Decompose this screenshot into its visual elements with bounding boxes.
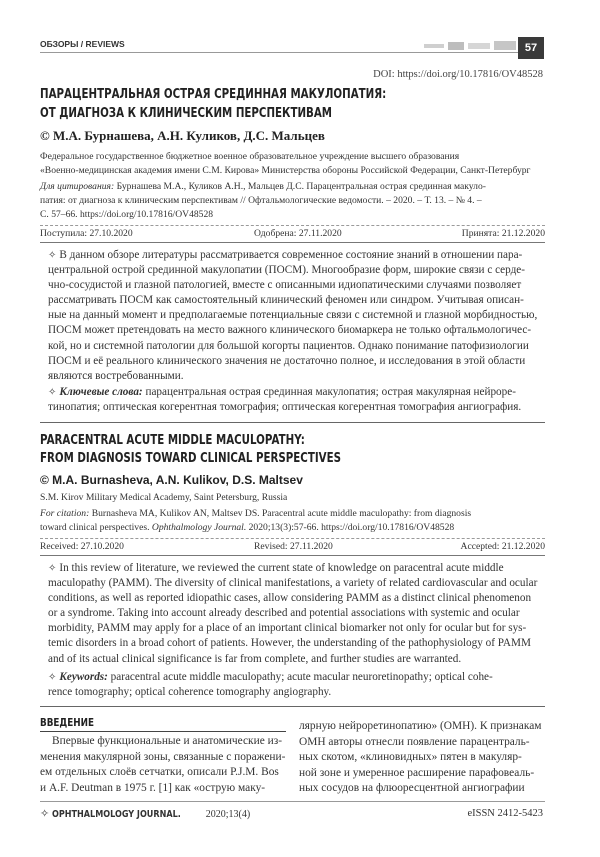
- en-dates-divider-top: [40, 538, 545, 539]
- en-abstract-line: or a syndrome. Taking into account already described and potential associations with systemic and ocular: [48, 607, 520, 620]
- en-abstract-line: conditions, as well as reported idiopathic cases, allow considering PAMM as a distinct clinical phenomenon: [48, 592, 532, 605]
- ru-accepted: Принята: 21.12.2020: [461, 228, 545, 239]
- ru-abstract: [48, 248, 538, 384]
- diamond-bullet-icon: ✧: [48, 563, 57, 574]
- body-line: ем отдельных слоёв сетчатки, описали P.J.M. Bos: [40, 766, 279, 778]
- body-line: Впервые функциональные и анатомические из-: [52, 735, 282, 747]
- en-dates: [40, 540, 545, 554]
- ru-authors: © М.А. Бурнашева, А.Н. Куликов, Д.С. Мальцев: [40, 128, 325, 143]
- footer-journal: [40, 807, 250, 820]
- ru-affiliation: [40, 150, 545, 178]
- en-cite-line2a: toward clinical perspectives.: [40, 521, 152, 533]
- ru-approved: Одобрена: 27.11.2020: [254, 228, 342, 239]
- en-dates-divider-bottom: [40, 555, 545, 556]
- ru-abstract-line: ПОСМ и её реального клинического значения не достаточно полное, и исследования в этой области: [48, 354, 526, 367]
- body-line: менения макулярной зоны, связанные с поражени-: [40, 750, 286, 763]
- en-citation: [40, 507, 545, 535]
- ru-keywords-label: Ключевые слова:: [59, 386, 143, 398]
- footer-eissn: eISSN 2412-5423: [467, 808, 543, 819]
- en-abstract: [48, 561, 538, 667]
- ru-cite-line2: патия: от диагноза к клиническим перспективам // Офтальмологические ведомости. – 2020. – Т. 13. – № 4. –: [40, 194, 482, 206]
- doi-line: DOI: https://doi.org/10.17816/OV48528: [373, 69, 543, 80]
- en-cite-line1: Burnasheva MA, Kulikov AN, Maltsev DS. Paracentral acute middle maculopathy: from diagnosis: [89, 508, 472, 519]
- body-line: ОМН авторы отнесли появление парацентраль-: [299, 735, 530, 748]
- en-authors: © M.A. Burnasheva, A.N. Kulikov, D.S. Maltsev: [40, 473, 303, 487]
- footer-issue: 2020;13(4): [203, 809, 251, 820]
- section-divider: [40, 422, 545, 423]
- ru-dates: [40, 227, 545, 241]
- ru-abstract-line: являются востребованными.: [48, 369, 184, 382]
- ru-title-line2: ОТ ДИАГНОЗА К КЛИНИЧЕСКИМ ПЕРСПЕКТИВАМ: [40, 105, 333, 121]
- intro-heading-underline: [40, 731, 286, 732]
- ru-keywords-line1: парацентральная острая срединная макулопатия; острая макулярная нейроре-: [142, 386, 516, 398]
- body-left-column: [40, 734, 286, 796]
- body-right-column: [299, 719, 545, 797]
- en-accepted: Accepted: 21.12.2020: [460, 541, 545, 552]
- en-cite-journal: Ophthalmology Journal.: [151, 521, 247, 533]
- ru-abstract-line: кой, но и системной патологии для большой когорты пациентов. Однако понимание патофизиологии: [48, 339, 529, 352]
- diamond-bullet-icon: ✧: [48, 387, 57, 398]
- body-line: и A.F. Deutman в 1975 г. [1] как «острую маку-: [40, 781, 266, 794]
- en-abstract-line: ✧ In this review of literature, we reviewed the current state of knowledge on paracentral acute middle: [48, 562, 504, 574]
- ru-affiliation-line1: Федеральное государственное бюджетное военное образовательное учреждение высшего образования: [40, 151, 460, 162]
- footer-journal-name: OPHTHALMOLOGY JOURNAL.: [51, 809, 181, 820]
- header-decoration: [420, 40, 518, 52]
- en-abstract-line: maculopathy (PAMM). The diversity of clinical manifestations, a variety of related cardiovascular and ocular: [48, 577, 538, 590]
- ru-abstract-line: ПОСМ может претендовать на место важного клинического биомаркера не только офтальмологичес-: [48, 324, 532, 337]
- ru-abstract-line: рассматривать ПОСМ как самостоятельный клинический феномен или синдром. Учитывая описан-: [48, 294, 524, 307]
- intro-heading: ВВЕДЕНИЕ: [40, 716, 95, 729]
- en-cite-line2b: 2020;13(3):57-66. https://doi.org/10.17816/OV48528: [246, 521, 455, 533]
- ru-cite-line3: С. 57–66. https://doi.org/10.17816/OV48528: [40, 208, 214, 220]
- ru-cite-label: Для цитирования:: [40, 181, 115, 192]
- ru-title-line1: ПАРАЦЕНТРАЛЬНАЯ ОСТРАЯ СРЕДИННАЯ МАКУЛОПАТИЯ:: [40, 86, 387, 102]
- body-line: ных скотом, «клиновидных» пятен в макуляр-: [299, 751, 522, 763]
- ru-dates-divider-bottom: [40, 242, 545, 243]
- ru-cite-line1: Бурнашева М.А., Куликов А.Н., Мальцев Д.С. Парацентральная острая срединная макуло-: [114, 181, 486, 192]
- journal-diamond-icon: ✧: [40, 808, 50, 820]
- ru-received: Поступила: 27.10.2020: [40, 228, 133, 239]
- ru-keywords: [48, 385, 538, 415]
- ru-citation: [40, 180, 545, 221]
- ru-abstract-line: центральной острой срединной макулопатии (ПОСМ). Многообразие форм, широкие связи с серде-: [48, 264, 525, 277]
- en-title-line2: FROM DIAGNOSIS TOWARD CLINICAL PERSPECTIVES: [40, 450, 341, 466]
- section-label: ОБЗОРЫ / REVIEWS: [40, 39, 125, 49]
- en-abstract-line: and of its actual clinical significance is far from complete, and further studies are warranted.: [48, 652, 462, 665]
- en-abstract-line: morbidity, PAMM may apply for a place of an important clinical biomarker not only for ocular but for sys-: [48, 622, 527, 635]
- en-keywords-line1: paracentral acute middle maculopathy; acute macular neuroretinopathy; optical cohe-: [107, 671, 493, 683]
- abstract-end-divider: [40, 706, 545, 707]
- ru-abstract-line: ✧ В данном обзоре литературы рассматривается современное состояние знаний в отношении пара-: [48, 249, 523, 261]
- en-received: Received: 27.10.2020: [40, 541, 124, 552]
- en-abstract-line: temic disorders in a broad cohort of patients. However, the understanding of the pathophysiology of PAMM: [48, 637, 531, 650]
- diamond-bullet-icon: ✧: [48, 250, 57, 261]
- en-keywords-label: Keywords:: [59, 671, 108, 683]
- body-line: ной зоне и умеренное расширение парафовеаль-: [299, 766, 535, 779]
- en-affiliation: S.M. Kirov Military Medical Academy, Saint Petersburg, Russia: [40, 492, 288, 503]
- diamond-bullet-icon: ✧: [48, 672, 57, 683]
- ru-affiliation-line2: «Военно-медицинская академия имени С.М. Кирова» Министерства обороны Российской Федерации, Санкт-Петербург: [40, 164, 531, 176]
- en-cite-label: For citation:: [40, 508, 90, 519]
- page-number-badge: 57: [518, 37, 544, 59]
- body-line: ных сосудов на флюоресцентной ангиографии: [299, 782, 525, 794]
- en-keywords: [48, 670, 538, 700]
- ru-abstract-line: ные на данный момент и предполагаемые потенциальные связи с системной и глазной морбидностью,: [48, 309, 538, 322]
- en-title-line1: PARACENTRAL ACUTE MIDDLE MACULOPATHY:: [40, 432, 305, 448]
- ru-abstract-line: чно-сосудистой и глазной патологией, вместе с описанными идиопатическими случаями позволяет: [48, 279, 522, 292]
- en-revised: Revised: 27.11.2020: [254, 541, 333, 552]
- ru-keywords-line2: тинопатия; оптическая когерентная томография; оптическая когерентная томография ангиография.: [48, 401, 522, 414]
- body-line: лярную нейроретинопатию» (ОМН). К признакам: [299, 720, 542, 732]
- ru-dates-divider-top: [40, 225, 545, 226]
- footer-rule: [40, 801, 545, 802]
- header-rule: [40, 52, 518, 53]
- en-keywords-line2: rence tomography; optical coherence tomography angiography.: [48, 686, 332, 699]
